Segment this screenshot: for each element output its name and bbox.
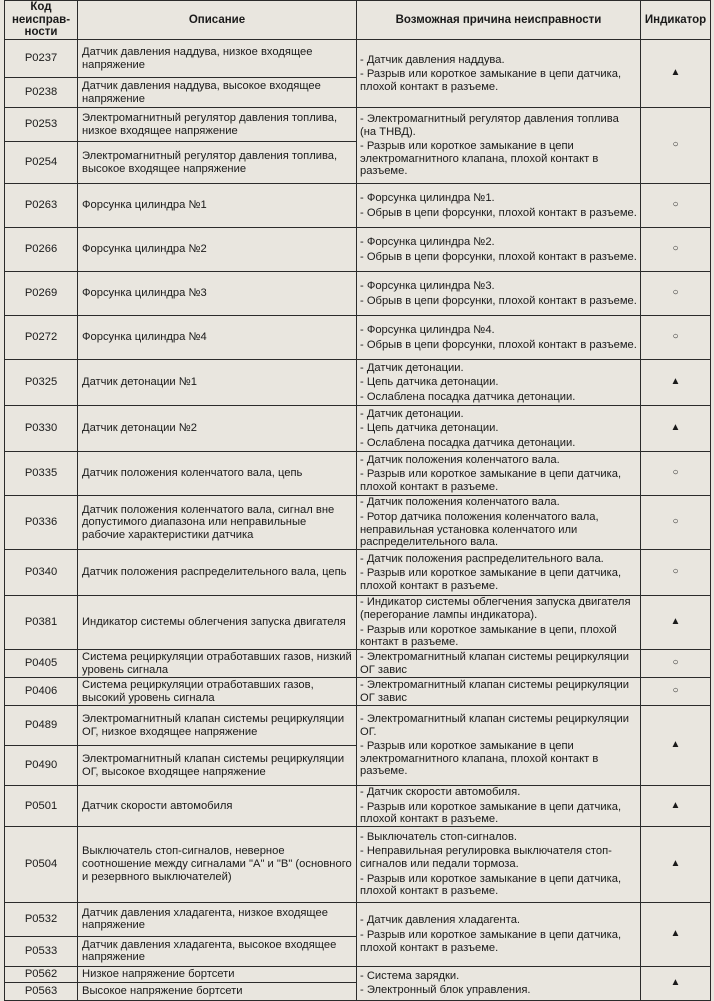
table-row bbox=[5, 678, 711, 706]
cause-line: - Электромагнитный регулятор давления топлива (на ТНВД). bbox=[360, 113, 619, 138]
cause-line: - Разрыв или короткое замыкание в цепи электромагнитного клапана, плохой контакт в разъеме. bbox=[360, 740, 599, 778]
cause-line: - Индикатор системы облегчения запуска двигателя (перегорание лампы индикатора). bbox=[360, 596, 631, 621]
table-row bbox=[5, 40, 711, 78]
fault-description: Форсунка цилиндра №3 bbox=[78, 272, 357, 316]
header-cause: Возможная причина неисправности bbox=[357, 1, 641, 40]
header-code: Код неисправ-ности bbox=[5, 1, 78, 40]
fault-code: P0253 bbox=[5, 108, 78, 142]
table-row bbox=[5, 550, 711, 596]
cause-line: - Датчик детонации. bbox=[360, 407, 464, 420]
fault-description: Датчик детонации №1 bbox=[78, 360, 357, 406]
fault-description: Электромагнитный регулятор давления топлива, низкое входящее напряжение bbox=[78, 108, 357, 142]
fault-description: Высокое напряжение бортсети bbox=[78, 982, 357, 1000]
fault-code: P0532 bbox=[5, 902, 78, 936]
cause-line: - Обрыв в цепи форсунки, плохой контакт в разъеме. bbox=[360, 294, 637, 307]
fault-description: Датчик положения коленчатого вала, цепь bbox=[78, 452, 357, 496]
fault-code: P0405 bbox=[5, 650, 78, 678]
fault-cause bbox=[357, 678, 641, 706]
fault-codes-table bbox=[4, 0, 711, 1001]
fault-description: Электромагнитный клапан системы рециркуляции ОГ, высокое входящее напряжение bbox=[78, 746, 357, 786]
fault-cause bbox=[357, 596, 641, 650]
fault-code: P0238 bbox=[5, 78, 78, 108]
fault-cause bbox=[357, 406, 641, 452]
fault-description: Датчик давления хладагента, высокое входящее напряжение bbox=[78, 936, 357, 966]
fault-cause bbox=[357, 108, 641, 184]
triangle-indicator-icon: ▲ bbox=[641, 360, 711, 406]
fault-description: Датчик давления наддува, низкое входящее напряжение bbox=[78, 40, 357, 78]
cause-line: - Датчик детонации. bbox=[360, 361, 464, 374]
fault-code: P0263 bbox=[5, 184, 78, 228]
circle-indicator-icon: ○ bbox=[641, 316, 711, 360]
cause-line: - Разрыв или короткое замыкание в цепи электромагнитного клапана, плохой контакт в разъеме. bbox=[360, 140, 599, 178]
table-row bbox=[5, 706, 711, 746]
fault-description: Электромагнитный регулятор давления топлива, высокое входящее напряжение bbox=[78, 142, 357, 184]
fault-description: Электромагнитный клапан системы рециркуляции ОГ, низкое входящее напряжение bbox=[78, 706, 357, 746]
fault-code: P0340 bbox=[5, 550, 78, 596]
fault-description: Низкое напряжение бортсети bbox=[78, 966, 357, 982]
fault-code: P0335 bbox=[5, 452, 78, 496]
table-row bbox=[5, 228, 711, 272]
table-row bbox=[5, 316, 711, 360]
cause-line: - Разрыв или короткое замыкание в цепи, плохой контакт в разъеме. bbox=[360, 623, 617, 649]
fault-code: P0381 bbox=[5, 596, 78, 650]
triangle-indicator-icon: ▲ bbox=[641, 786, 711, 827]
cause-line: - Ослаблена посадка датчика детонации. bbox=[360, 436, 576, 449]
fault-code: P0406 bbox=[5, 678, 78, 706]
fault-code: P0330 bbox=[5, 406, 78, 452]
cause-line: - Ротор датчика положения коленчатого вала, неправильная установка коленчатого или распределительного вала. bbox=[360, 510, 599, 549]
table-row bbox=[5, 650, 711, 678]
table-row bbox=[5, 786, 711, 827]
table-row bbox=[5, 596, 711, 650]
fault-code: P0533 bbox=[5, 936, 78, 966]
table-row bbox=[5, 902, 711, 936]
cause-line: - Разрыв или короткое замыкание в цепи датчика, плохой контакт в разъеме. bbox=[360, 468, 622, 493]
cause-line: - Электромагнитный клапан системы рециркуляции ОГ завис bbox=[360, 650, 629, 676]
fault-cause bbox=[357, 360, 641, 406]
cause-line: - Разрыв или короткое замыкание в цепи датчика, плохой контакт в разъеме. bbox=[360, 800, 622, 826]
header-description: Описание bbox=[78, 1, 357, 40]
cause-line: - Система зарядки. bbox=[360, 969, 460, 982]
fault-cause bbox=[357, 316, 641, 360]
cause-line: - Цепь датчика детонации. bbox=[360, 422, 499, 435]
cause-line: - Обрыв в цепи форсунки, плохой контакт в разъеме. bbox=[360, 250, 637, 263]
cause-line: - Разрыв или короткое замыкание в цепи датчика, плохой контакт в разъеме. bbox=[360, 567, 622, 592]
fault-code: P0336 bbox=[5, 496, 78, 550]
fault-code: P0489 bbox=[5, 706, 78, 746]
fault-description: Форсунка цилиндра №2 bbox=[78, 228, 357, 272]
circle-indicator-icon: ○ bbox=[641, 650, 711, 678]
fault-code: P0504 bbox=[5, 826, 78, 902]
circle-indicator-icon: ○ bbox=[641, 452, 711, 496]
fault-cause bbox=[357, 272, 641, 316]
cause-line: - Форсунка цилиндра №3. bbox=[360, 279, 495, 292]
cause-line: - Выключатель стоп-сигналов. bbox=[360, 830, 517, 843]
table-row bbox=[5, 966, 711, 982]
fault-cause bbox=[357, 966, 641, 1000]
cause-line: - Неправильная регулировка выключателя стоп-сигналов или педали тормоза. bbox=[360, 845, 612, 870]
fault-description: Датчик положения коленчатого вала, сигнал вне допустимого диапазона или неправильные рабочие характеристики датчика bbox=[78, 496, 357, 550]
fault-cause bbox=[357, 228, 641, 272]
fault-cause bbox=[357, 40, 641, 108]
cause-line: - Обрыв в цепи форсунки, плохой контакт в разъеме. bbox=[360, 338, 637, 351]
cause-line: - Цепь датчика детонации. bbox=[360, 376, 499, 389]
fault-code: P0325 bbox=[5, 360, 78, 406]
fault-code: P0563 bbox=[5, 982, 78, 1000]
cause-line: - Электромагнитный клапан системы рециркуляции ОГ. bbox=[360, 713, 629, 738]
cause-line: - Датчик положения коленчатого вала. bbox=[360, 453, 560, 466]
fault-description: Датчик положения распределительного вала, цепь bbox=[78, 550, 357, 596]
cause-line: - Обрыв в цепи форсунки, плохой контакт в разъеме. bbox=[360, 206, 637, 219]
cause-line: - Разрыв или короткое замыкание в цепи датчика, плохой контакт в разъеме. bbox=[360, 68, 622, 93]
table-header-row bbox=[5, 1, 711, 40]
circle-indicator-icon: ○ bbox=[641, 550, 711, 596]
fault-cause bbox=[357, 706, 641, 786]
fault-description: Датчик скорости автомобиля bbox=[78, 786, 357, 827]
cause-line: - Форсунка цилиндра №2. bbox=[360, 235, 495, 248]
table-row bbox=[5, 496, 711, 550]
fault-code: P0269 bbox=[5, 272, 78, 316]
fault-code: P0266 bbox=[5, 228, 78, 272]
fault-description: Система рециркуляции отработавших газов, высокий уровень сигнала bbox=[78, 678, 357, 706]
triangle-indicator-icon: ▲ bbox=[641, 902, 711, 966]
table-row bbox=[5, 406, 711, 452]
triangle-indicator-icon: ▲ bbox=[641, 706, 711, 786]
cause-line: - Форсунка цилиндра №1. bbox=[360, 191, 495, 204]
cause-line: - Форсунка цилиндра №4. bbox=[360, 323, 495, 336]
triangle-indicator-icon: ▲ bbox=[641, 596, 711, 650]
cause-line: - Разрыв или короткое замыкание в цепи датчика, плохой контакт в разъеме. bbox=[360, 928, 622, 954]
circle-indicator-icon: ○ bbox=[641, 184, 711, 228]
cause-line: - Датчик положения коленчатого вала. bbox=[360, 496, 560, 509]
cause-line: - Датчик давления наддува. bbox=[360, 53, 505, 66]
cause-line: - Электронный блок управления. bbox=[360, 984, 531, 997]
cause-line: - Датчик скорости автомобиля. bbox=[360, 786, 521, 798]
fault-code: P0562 bbox=[5, 966, 78, 982]
fault-cause bbox=[357, 826, 641, 902]
circle-indicator-icon: ○ bbox=[641, 272, 711, 316]
header-indicator: Индикатор bbox=[641, 1, 711, 40]
cause-line: - Ослаблена посадка датчика детонации. bbox=[360, 390, 576, 403]
circle-indicator-icon: ○ bbox=[641, 496, 711, 550]
fault-description: Выключатель стоп-сигналов, неверное соотношение между сигналами "А" и "В" (основного и резервного выключателей) bbox=[78, 826, 357, 902]
fault-description: Индикатор системы облегчения запуска двигателя bbox=[78, 596, 357, 650]
fault-code: P0237 bbox=[5, 40, 78, 78]
cause-line: - Датчик положения распределительного вала. bbox=[360, 552, 604, 565]
table-row bbox=[5, 826, 711, 902]
fault-description: Система рециркуляции отработавших газов, низкий уровень сигнала bbox=[78, 650, 357, 678]
table-row bbox=[5, 272, 711, 316]
triangle-indicator-icon: ▲ bbox=[641, 406, 711, 452]
circle-indicator-icon: ○ bbox=[641, 108, 711, 184]
circle-indicator-icon: ○ bbox=[641, 678, 711, 706]
fault-cause bbox=[357, 496, 641, 550]
fault-description: Датчик давления хладагента, низкое входящее напряжение bbox=[78, 902, 357, 936]
triangle-indicator-icon: ▲ bbox=[641, 40, 711, 108]
table-row bbox=[5, 108, 711, 142]
fault-cause bbox=[357, 650, 641, 678]
table-row bbox=[5, 184, 711, 228]
fault-cause bbox=[357, 184, 641, 228]
fault-description: Датчик давления наддува, высокое входящее напряжение bbox=[78, 78, 357, 108]
triangle-indicator-icon: ▲ bbox=[641, 966, 711, 1000]
table-row bbox=[5, 360, 711, 406]
fault-code: P0501 bbox=[5, 786, 78, 827]
fault-cause bbox=[357, 550, 641, 596]
cause-line: - Электромагнитный клапан системы рециркуляции ОГ завис bbox=[360, 678, 629, 704]
fault-code: P0490 bbox=[5, 746, 78, 786]
fault-cause bbox=[357, 452, 641, 496]
fault-cause bbox=[357, 902, 641, 966]
fault-description: Форсунка цилиндра №4 bbox=[78, 316, 357, 360]
fault-code: P0254 bbox=[5, 142, 78, 184]
fault-code: P0272 bbox=[5, 316, 78, 360]
circle-indicator-icon: ○ bbox=[641, 228, 711, 272]
fault-description: Датчик детонации №2 bbox=[78, 406, 357, 452]
cause-line: - Разрыв или короткое замыкание в цепи датчика, плохой контакт в разъеме. bbox=[360, 872, 622, 898]
fault-description: Форсунка цилиндра №1 bbox=[78, 184, 357, 228]
triangle-indicator-icon: ▲ bbox=[641, 826, 711, 902]
fault-cause bbox=[357, 786, 641, 827]
cause-line: - Датчик давления хладагента. bbox=[360, 914, 521, 927]
table-row bbox=[5, 452, 711, 496]
